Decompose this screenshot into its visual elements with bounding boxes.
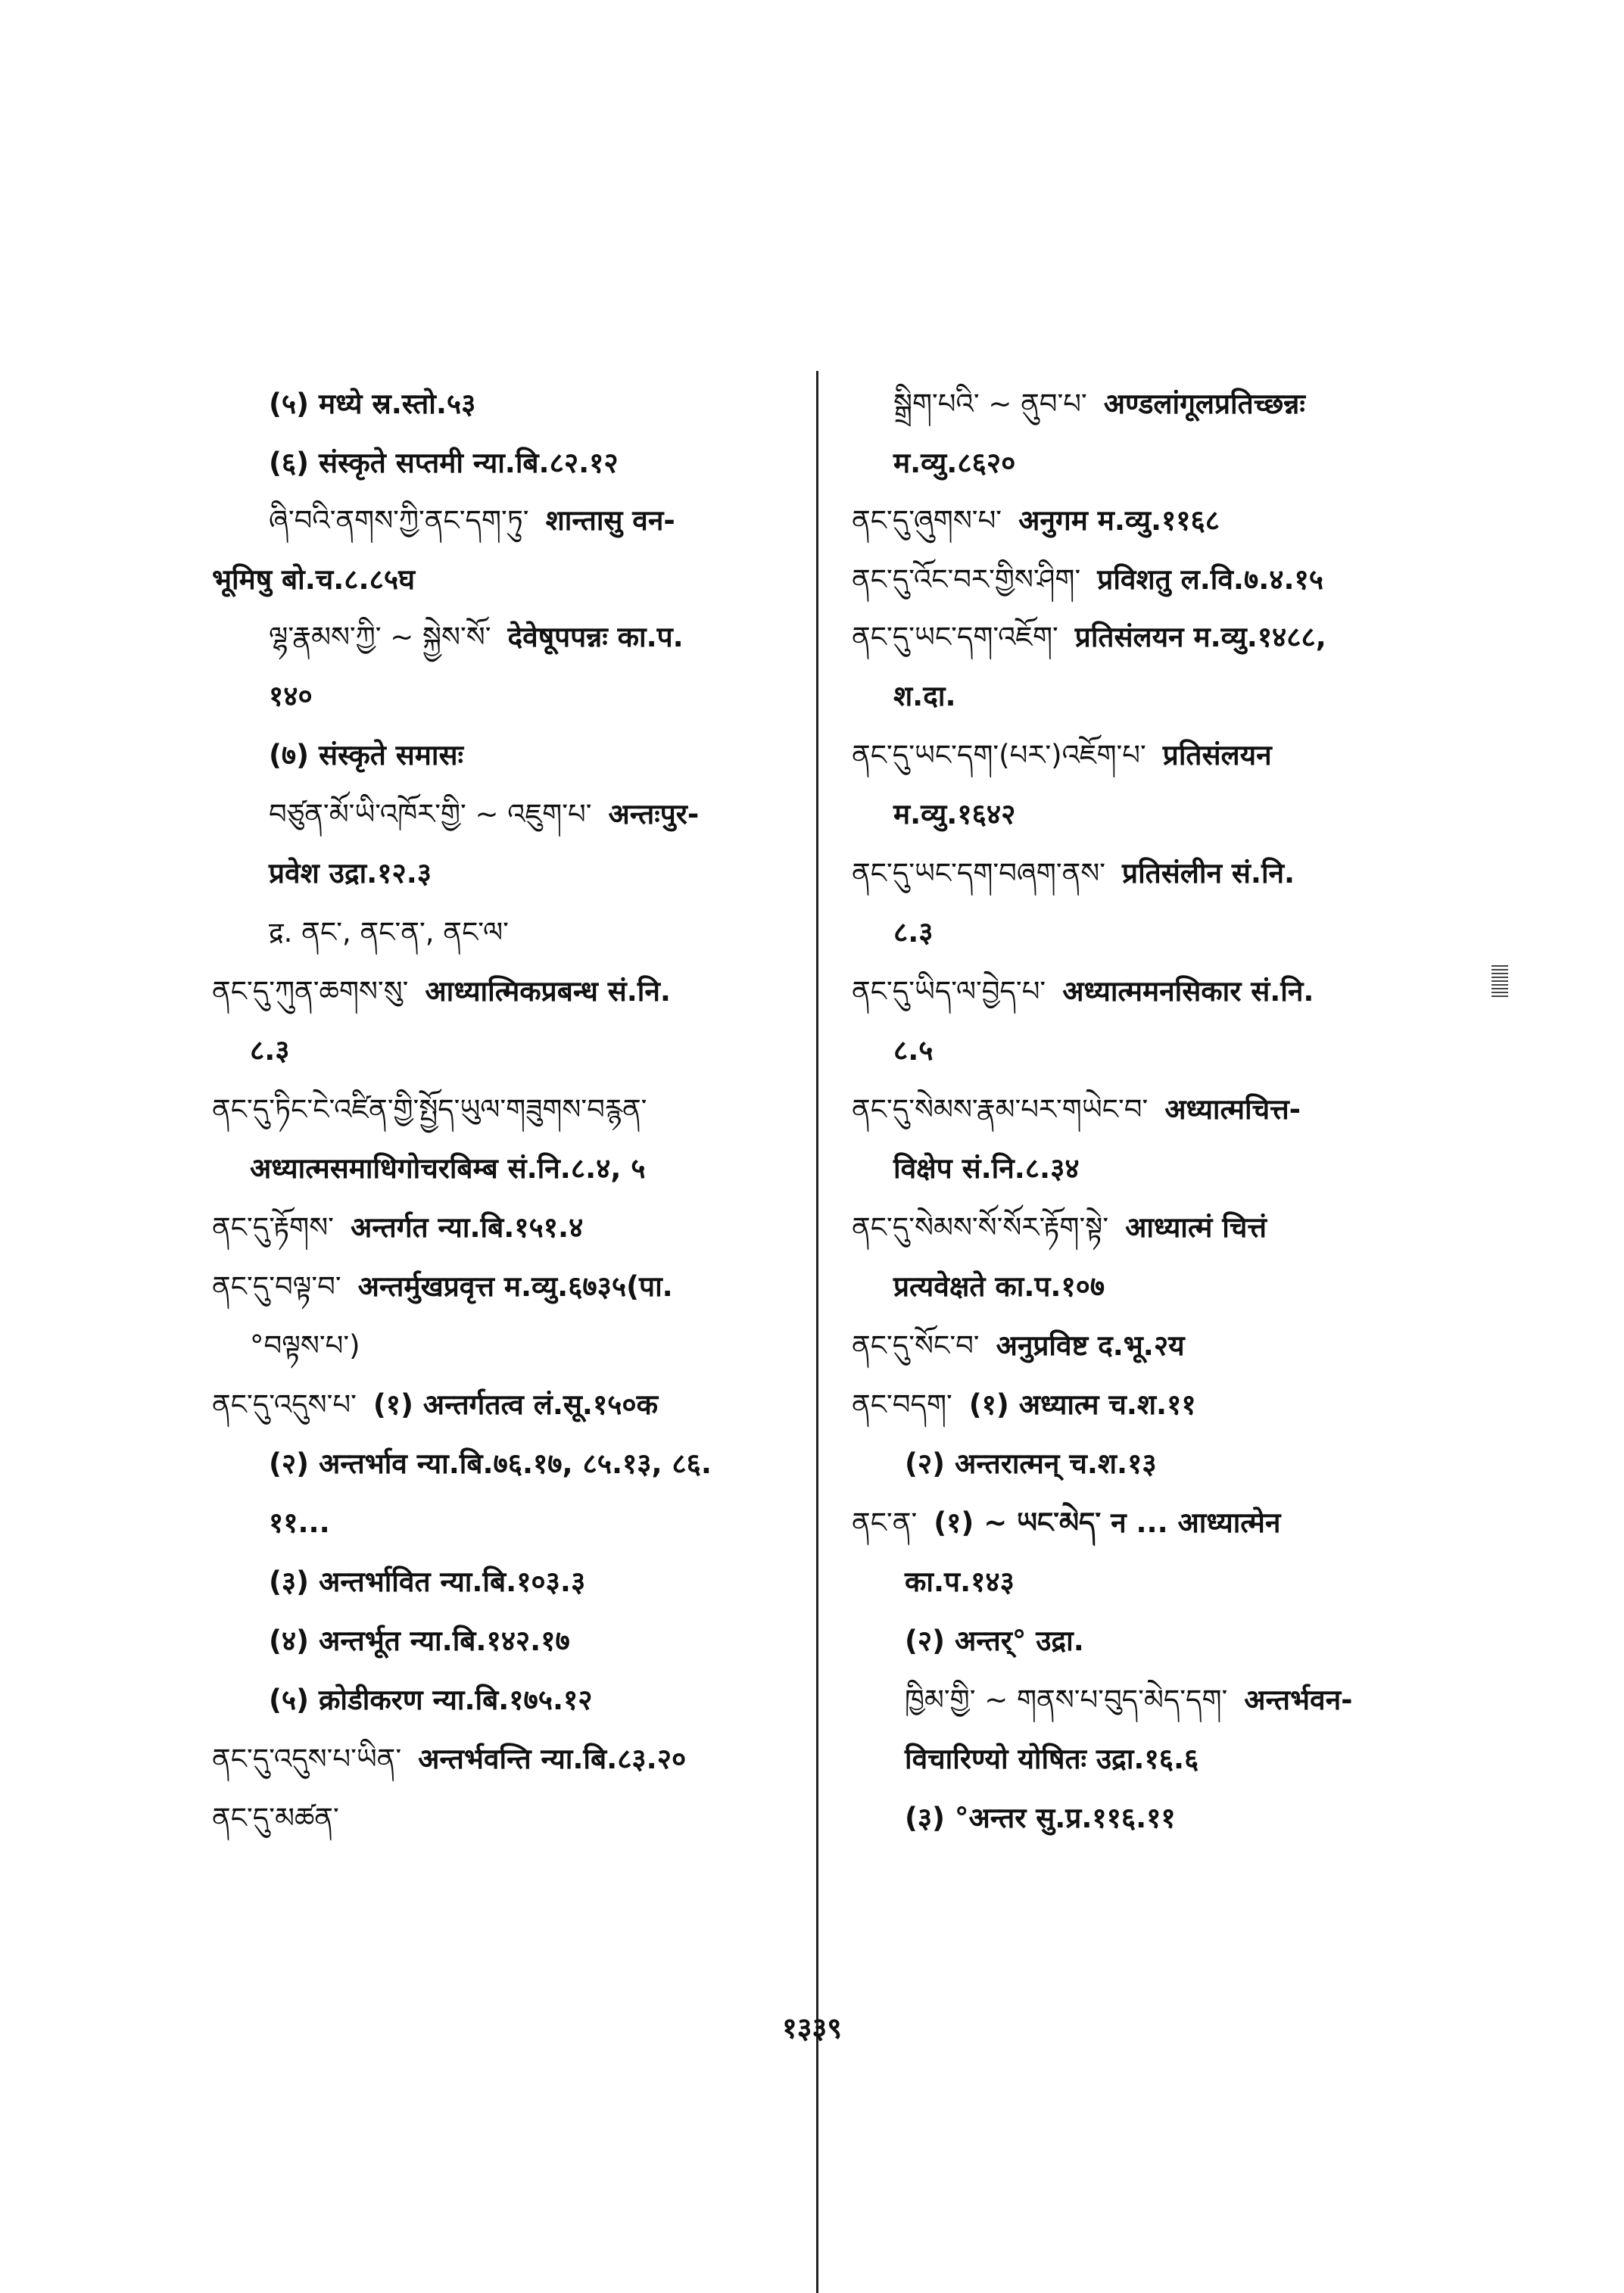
right-entry-line [893,1033,934,1069]
sanskrit-gloss: अन्तःपुर- [608,798,700,830]
tibetan-headword: ནང་དུ་སེམས་སོ་སོར་རྟོག་སྟེ་ [852,1211,1109,1244]
sanskrit-gloss: (४) अन्तर्भूत न्या.बि.१४२.१७ [269,1625,570,1657]
tibetan-headword: ནང་དུ་འདུས་པ་ཡིན་ [212,1743,402,1775]
right-entry-line [893,1269,1105,1305]
left-entry-line [269,1623,570,1659]
column-divider [816,371,818,2293]
sanskrit-gloss: अध्यात्मचित्त- [1164,1093,1301,1126]
right-entry-line [852,503,1220,539]
sanskrit-gloss: का.प.१४३ [905,1566,1015,1598]
sanskrit-gloss: प्रतिसंलीन सं.नि. [1122,857,1295,889]
margin-scan-mark [1492,965,1508,997]
sanskrit-gloss: म.व्यु.८६२० [893,447,1016,479]
right-entry-line [905,1564,1015,1600]
sanskrit-gloss: (५) मध्ये स्र.स्तो.५३ [269,388,476,420]
sanskrit-gloss: प्रतिसंलयन म.व्यु.१४८८, [1074,621,1326,653]
sanskrit-gloss: अध्यात्मसमाधिगोचरबिम्ब सं.नि.८.४, ५ [250,1152,646,1185]
sanskrit-gloss: (१) ~ ཡང་མེད་ न ... आध्यात्मेन [934,1506,1281,1539]
left-entry-line [212,1269,673,1305]
tibetan-headword: ཞི་བའི་ནགས་ཀྱི་ནང་དག་ཏུ་ [269,504,529,537]
right-entry-line [905,1623,1084,1659]
sanskrit-gloss: अन्तर्मुखप्रवृत्त म.व्यु.६७३५(पा. [357,1270,673,1303]
right-entry-line [852,1210,1267,1246]
left-entry-line [269,1446,712,1482]
right-entry-line [893,914,934,951]
right-entry-line [852,1387,1196,1423]
sanskrit-gloss: (३) अन्तर्भावित न्या.बि.१०३.३ [269,1566,586,1598]
sanskrit-gloss: म.व्यु.१६४२ [893,798,1016,830]
sanskrit-gloss: अन्तर्भवन्ति न्या.बि.८३.२० [418,1743,687,1775]
tibetan-headword: སྒྲིག་པའི་ ~ ནུབ་པ་ [893,388,1087,420]
left-entry-line [212,1387,658,1423]
right-entry-line [852,737,1272,774]
left-entry-line [269,914,525,951]
tibetan-headword: ནང་དུ་འདུས་པ་ [212,1388,357,1421]
sanskrit-gloss: भूमिषु बो.च.८.८५घ [212,563,415,596]
sanskrit-gloss: (६) संस्कृते सप्तमी न्या.बि.८२.१२ [269,447,619,479]
sanskrit-gloss: श.दा. [893,680,956,712]
tibetan-headword: ནང་དུ་སེམས་རྣམ་པར་གཡེང་བ་ [852,1093,1149,1126]
left-entry-line [269,1505,330,1541]
right-entry-line [852,1092,1301,1128]
sanskrit-gloss: (२) अन्तर्भाव न्या.बि.७६.१७, ८५.१३, ८६. [269,1447,712,1480]
sanskrit-gloss: आध्यात्मं चित्तं [1125,1211,1267,1244]
right-entry-line [852,562,1323,598]
sanskrit-gloss: अन्तर्भवन- [1244,1684,1353,1716]
sanskrit-gloss: (५) क्रोडीकरण न्या.बि.१७५.१२ [269,1684,593,1716]
tibetan-headword: ནང་དུ་ཡིད་ལ་བྱེད་པ་ [852,975,1046,1008]
tibetan-headword: ལྷ་རྣམས་ཀྱི་ ~ སྐྱེས་སོ་ [269,621,491,653]
left-entry-line [212,1800,356,1837]
right-entry-line [852,974,1314,1010]
left-entry-line [269,796,699,833]
tibetan-headword: ནང་དུ་ཡང་དག་(པར་)འཇོག་པ་ [852,739,1146,771]
tibetan-headword: ནང་དུ་ཡང་དག་འཇོག་ [852,621,1058,653]
right-entry-line [852,619,1326,656]
tibetan-headword: °བལྟས་པ་) [250,1329,360,1362]
sanskrit-gloss: ८.३ [250,1034,290,1067]
tibetan-headword: ནང་དུ་སོང་བ་ [852,1329,980,1362]
right-entry-line [852,1505,1280,1541]
left-entry-line [269,1564,585,1600]
right-entry-line [852,855,1295,892]
sanskrit-gloss: (१) अन्तर्गतत्व लं.सू.१५०क [372,1388,659,1421]
right-entry-line [893,386,1305,422]
left-entry-line [269,1682,593,1718]
tibetan-headword: ནང་དུ་བལྟ་བ་ [212,1270,341,1303]
sanskrit-gloss: प्रतिसंलयन [1162,739,1272,771]
tibetan-headword: ནང་དུ་ཀུན་ཆགས་སུ་ [212,975,409,1008]
right-entry-line [893,445,1015,481]
left-entry-line [212,974,671,1010]
sanskrit-gloss: विक्षेप सं.नि.८.३४ [893,1152,1080,1185]
left-entry-line [269,737,463,774]
sanskrit-gloss: अनुगम म.व्यु.११६८ [1018,504,1220,537]
left-entry-line [269,678,313,715]
sanskrit-gloss: १४० [269,680,313,712]
sanskrit-gloss: प्रत्यवेक्षते का.प.१०७ [893,1270,1105,1303]
sanskrit-gloss: अन्तर्गत न्या.बि.१५१.४ [350,1211,584,1244]
sanskrit-gloss: ८.५ [893,1034,934,1067]
sanskrit-gloss: अध्यात्ममनसिकार सं.नि. [1062,975,1314,1008]
right-entry-line [893,796,1015,833]
sanskrit-gloss: प्रविशतु ल.वि.७.४.१५ [1097,563,1324,596]
left-entry-line [250,1033,290,1069]
left-entry-line [269,386,475,422]
tibetan-headword: ནང་ན་ [852,1506,918,1539]
sanskrit-gloss: शान्तासु वन- [545,504,675,537]
right-entry-line [905,1446,1157,1482]
sanskrit-gloss: प्रवेश उद्रा.१२.३ [269,857,432,889]
tibetan-headword: ནང་བདག་ [852,1388,952,1421]
tibetan-headword: བཙུན་མོ་ཡི་འཁོར་གྱི་ ~ འཇུག་པ་ [269,798,592,830]
left-entry-line [269,855,432,892]
right-entry-line [893,678,956,715]
left-entry-line [269,619,684,656]
tibetan-headword: ནང་དུ་འོང་བར་གྱིས་ཤིག་ [852,563,1081,596]
sanskrit-gloss: अण्डलांगूलप्रतिच्छन्नः [1103,388,1305,420]
left-entry-line [212,562,415,598]
tibetan-headword: ནང་དུ་ཞུགས་པ་ [852,504,1002,537]
right-entry-line [905,1741,1199,1777]
sanskrit-gloss: (३) °अन्तर सु.प्र.११६.११ [905,1802,1176,1834]
sanskrit-gloss: अनुप्रविष्ट द.भू.२य [996,1329,1185,1362]
tibetan-headword: द्र. ནང་, ནང་ན་, ནང་ལ་ [269,916,509,949]
sanskrit-gloss: (७) संस्कृते समासः [269,739,463,771]
left-entry-line [269,445,619,481]
left-entry-line [269,503,675,539]
sanskrit-gloss: (१) अध्यात्म च.श.११ [968,1388,1196,1421]
page-number: १३३९ [781,2011,843,2045]
sanskrit-gloss: ११... [269,1506,330,1539]
sanskrit-gloss: देवेषूपपन्नः का.प. [507,621,684,653]
sanskrit-gloss: विचारिण्यो योषितः उद्रा.१६.६ [905,1743,1199,1775]
right-entry-line [852,1328,1185,1364]
right-entry-line [893,1151,1080,1187]
sanskrit-gloss: (२) अन्तर्° उद्रा. [905,1625,1084,1657]
tibetan-headword: ཁྱིམ་གྱི་ ~ གནས་པ་བུད་མེད་དག་ [905,1684,1228,1716]
tibetan-headword: ནང་དུ་མཚན་ [212,1802,339,1834]
sanskrit-gloss: (२) अन्तरात्मन् च.श.१३ [905,1447,1157,1480]
sanskrit-gloss: आध्यात्मिकप्रबन्ध सं.नि. [425,975,671,1008]
left-entry-line [250,1328,377,1364]
left-entry-line [212,1092,663,1128]
left-entry-line [250,1151,646,1187]
left-entry-line [212,1741,686,1777]
sanskrit-gloss: ८.३ [893,916,934,949]
right-entry-line [905,1682,1353,1718]
tibetan-headword: ནང་དུ་ཡང་དག་བཞག་ནས་ [852,857,1106,889]
right-entry-line [905,1800,1176,1837]
left-entry-line [212,1210,583,1246]
tibetan-headword: ནང་དུ་ཏིང་ངེ་འཛིན་གྱི་སྤྱོད་ཡུལ་གཟུགས་བརྙན་ [212,1093,647,1126]
tibetan-headword: ནང་དུ་རྟོགས་ [212,1211,334,1244]
